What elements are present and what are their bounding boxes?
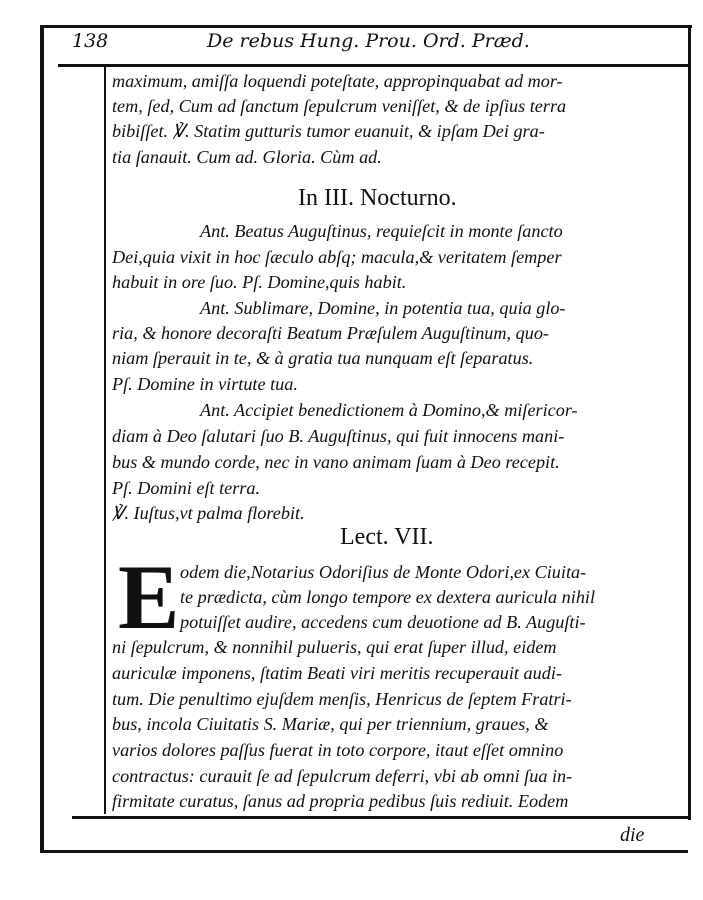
body-line: tia ſanauit. Cum ad. Gloria. Cùm ad. bbox=[112, 147, 382, 167]
body-line: tem, ſed, Cum ad ſanctum ſepulcrum veniſſet, & de ipſius terra bbox=[112, 96, 567, 116]
body-line: maximum, amiſſa loquendi poteſtate, appropinquabat ad mor- bbox=[112, 71, 563, 91]
footer-rule bbox=[72, 816, 690, 819]
lectio-line: ni ſepulcrum, & nonnihil pulueris, qui erat ſuper illud, eidem bbox=[112, 637, 557, 657]
nocturn-line: Dei,quia vixit in hoc ſæculo abſq; macula,& veritatem ſemper bbox=[112, 247, 562, 267]
lectio-line: tum. Die penultimo ejuſdem menſis, Henricus de ſeptem Fratri- bbox=[112, 689, 572, 709]
nocturn-line: diam à Deo ſalutari ſuo B. Auguſtinus, qui fuit innocens mani- bbox=[112, 426, 565, 446]
lectio-heading: Lect. VII. bbox=[340, 524, 434, 550]
lectio-line: contractus: curauit ſe ad ſepulcrum deferri, vbi ab omni ſua in- bbox=[112, 766, 573, 786]
frame-bottom-rule bbox=[40, 850, 688, 853]
body-line: bibiſſet. ℣. Statim gutturis tumor euanuit, & ipſam Dei gra- bbox=[112, 121, 545, 141]
drop-cap: E bbox=[118, 546, 180, 648]
nocturn-line: Ant. Sublimare, Domine, in potentia tua, quia glo- bbox=[200, 298, 566, 318]
lectio-line: potuiſſet audire, accedens cum deuotione ad B. Auguſti- bbox=[180, 612, 586, 632]
catchword: die bbox=[620, 824, 645, 846]
lectio-line: te prædicta, cùm longo tempore ex dextera auricula nihil bbox=[180, 587, 596, 607]
nocturn-line: Ant. Beatus Auguſtinus, requieſcit in monte ſancto bbox=[200, 221, 563, 241]
lectio-line: firmitate curatus, ſanus ad propria pedibus ſuis rediuit. Eodem bbox=[112, 791, 569, 811]
header-rule bbox=[58, 64, 690, 67]
nocturn-line: Ant. Accipiet benedictionem à Domino,& miſericor- bbox=[200, 400, 578, 420]
page-number: 138 bbox=[72, 30, 109, 52]
nocturn-line: Pſ. Domine in virtute tua. bbox=[112, 374, 298, 394]
nocturn-line: bus & mundo corde, nec in vano animam ſuam à Deo recepit. bbox=[112, 452, 560, 472]
lectio-line: odem die,Notarius Odoriſius de Monte Odori,ex Ciuita- bbox=[180, 562, 587, 582]
frame-left-rule bbox=[40, 25, 44, 850]
nocturn-heading: In III. Nocturno. bbox=[298, 185, 457, 211]
lectio-line: varios dolores paſſus fuerat in toto corpore, itaut eſſet omnino bbox=[112, 740, 564, 760]
text-margin-rule bbox=[104, 64, 106, 814]
nocturn-line: Pſ. Domini eſt terra. bbox=[112, 478, 261, 498]
nocturn-line: niam ſperauit in te, & à gratia tua nunquam eſt ſeparatus. bbox=[112, 348, 534, 368]
lectio-line: auriculæ imponens, ſtatim Beati viri meritis recuperauit audi- bbox=[112, 663, 562, 683]
lectio-line: bus, incola Ciuitatis S. Mariæ, qui per triennium, graues, & bbox=[112, 714, 549, 734]
frame-right-rule bbox=[688, 25, 691, 820]
running-title: De rebus Hung. Prou. Ord. Præd. bbox=[207, 30, 530, 52]
nocturn-line: ℣. Iuſtus,vt palma florebit. bbox=[112, 503, 305, 523]
nocturn-line: ria, & honore decoraſti Beatum Præſulem Auguſtinum, quo- bbox=[112, 323, 549, 343]
nocturn-line: habuit in ore ſuo. Pſ. Domine,quis habit. bbox=[112, 272, 407, 292]
frame-top-rule bbox=[40, 25, 692, 28]
